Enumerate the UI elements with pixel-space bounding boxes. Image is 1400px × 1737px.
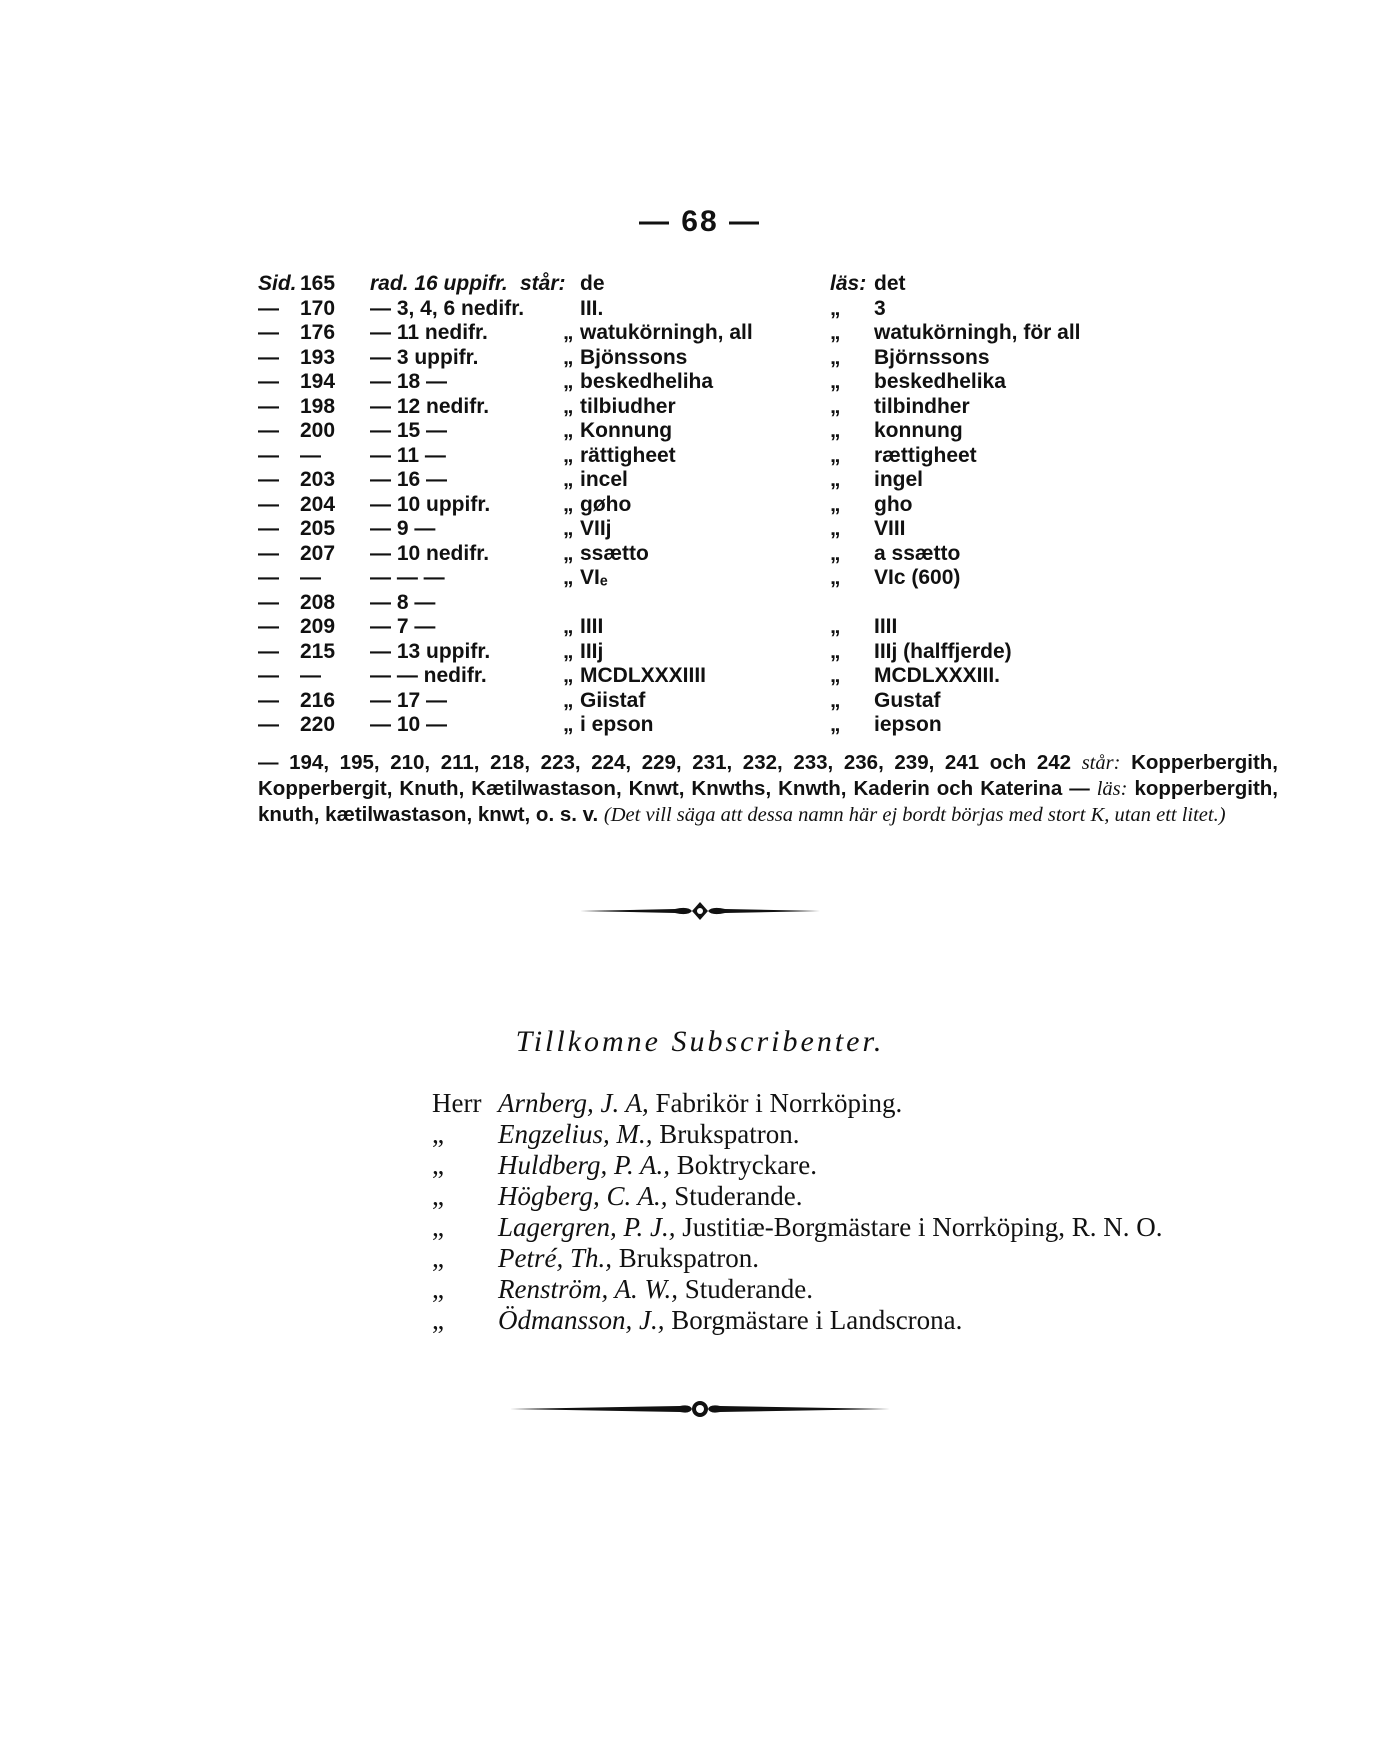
- errata-ditto-mark: „: [563, 468, 574, 491]
- errata-row: [258, 591, 1278, 616]
- errata-read-label: „: [830, 615, 841, 638]
- errata-dash: Sid.: [258, 272, 297, 295]
- subscriber-entry: [498, 1181, 802, 1212]
- subscriber-role: Boktryckare.: [676, 1150, 817, 1180]
- errata-line-ref: — 12 nedifr.: [370, 394, 490, 418]
- errata-ditto-mark: „: [563, 615, 574, 638]
- errata-correct-text: Gustaf: [874, 688, 941, 712]
- errata-page: 205: [300, 517, 336, 540]
- errata-page: 208: [300, 590, 336, 614]
- subscriber-role: Borgmästare i Landscrona.: [671, 1305, 963, 1335]
- subscriber-entry: [498, 1088, 902, 1119]
- subscriber-row: [432, 1181, 1332, 1212]
- errata-page: 216: [300, 688, 336, 712]
- errata-dash: —: [258, 492, 279, 516]
- errata-wrong-text: i epson: [580, 713, 654, 736]
- errata-row: [258, 370, 1278, 395]
- subscriber-row: [432, 1243, 1332, 1274]
- errata-read-label: „: [830, 541, 841, 565]
- errata-ditto-mark: „: [563, 321, 574, 344]
- subscriber-name: Huldberg, P. A.,: [498, 1150, 671, 1180]
- errata-ditto-mark: „: [563, 566, 574, 589]
- errata-line-ref: — 16 —: [370, 468, 448, 491]
- errata-row: [258, 321, 1278, 346]
- section-title: Tillkomne Subscribenter.: [515, 1025, 885, 1058]
- errata-wrong-text: VIIj: [580, 517, 612, 540]
- errata-dash: —: [258, 370, 279, 393]
- errata-wrong-text: VIₑ: [580, 566, 608, 589]
- subscriber-name: Renström, A. W.,: [498, 1274, 679, 1304]
- subscriber-prefix: „: [432, 1212, 444, 1242]
- subscriber-name: Engzelius, M.,: [498, 1119, 653, 1149]
- errata-page: 204: [300, 492, 336, 516]
- subscriber-prefix: Herr: [432, 1088, 482, 1118]
- subscriber-row: [432, 1150, 1332, 1181]
- note-explanation: (Det vill säga att dessa namn här ej bordt börjas med stort K, utan ett litet.): [603, 804, 1226, 826]
- errata-read-label: „: [830, 566, 841, 589]
- subscriber-role: Studerande.: [674, 1181, 803, 1211]
- subscriber-entry: [498, 1212, 1162, 1243]
- errata-ditto-mark: „: [563, 492, 574, 516]
- errata-read-label: „: [830, 664, 841, 687]
- errata-row: [258, 346, 1278, 371]
- errata-ditto-mark: „: [563, 639, 574, 663]
- subscriber-entry: [498, 1243, 759, 1274]
- errata-wrong-text: tilbiudher: [580, 394, 676, 418]
- errata-ditto-mark: „: [563, 664, 574, 687]
- errata-page: 176: [300, 321, 336, 344]
- errata-wrong-text: III.: [580, 296, 604, 320]
- errata-page: 170: [300, 296, 336, 320]
- ornament-divider-bottom: [0, 1397, 1400, 1421]
- errata-correct-text: gho: [874, 492, 913, 516]
- subscriber-entry: [498, 1119, 799, 1150]
- errata-line-ref: — — nedifr.: [370, 664, 487, 687]
- errata-row: [258, 493, 1278, 518]
- errata-ditto-mark: „: [563, 370, 574, 393]
- subscriber-prefix: „: [432, 1150, 444, 1180]
- errata-line-ref: — 10 uppifr.: [370, 492, 491, 516]
- subscriber-row: [432, 1088, 1332, 1119]
- errata-row: [258, 297, 1278, 322]
- errata-dash: —: [258, 296, 279, 320]
- subscriber-name: Petré, Th.,: [498, 1243, 612, 1273]
- errata-dash: —: [258, 615, 279, 638]
- errata-ditto-mark: „: [563, 713, 574, 736]
- errata-page: —: [300, 443, 321, 467]
- errata-wrong-text: ssætto: [580, 541, 649, 565]
- errata-page: 209: [300, 615, 336, 638]
- note-las-label: läs:: [1096, 778, 1128, 800]
- errata-line-ref: — 7 —: [370, 615, 436, 638]
- subscriber-row: [432, 1119, 1332, 1150]
- errata-line-ref: — 18 —: [370, 370, 448, 393]
- errata-wrong-text: gøho: [580, 492, 632, 516]
- errata-read-label: „: [830, 639, 841, 663]
- errata-dash: —: [258, 517, 279, 540]
- page-number: — 68 —: [638, 205, 762, 238]
- errata-correct-text: tilbindher: [874, 394, 970, 418]
- subscriber-list: [432, 1088, 1332, 1336]
- errata-dash: —: [258, 590, 279, 614]
- errata-wrong-text: rättigheet: [580, 443, 676, 467]
- errata-correct-text: rættigheet: [874, 443, 977, 467]
- errata-row: [258, 395, 1278, 420]
- errata-row: [258, 640, 1278, 665]
- subscriber-role: Fabrikör i Norrköping.: [655, 1088, 903, 1118]
- errata-page: 207: [300, 541, 336, 565]
- errata-correct-text: IIIj (halffjerde): [874, 639, 1012, 663]
- ornament-icon: [580, 900, 820, 922]
- note-right: kopperbergith, knuth, kætilwastason, knwt, o. s. v.: [258, 777, 1278, 826]
- errata-page: 200: [300, 419, 336, 442]
- subscriber-entry: [498, 1274, 813, 1305]
- errata-wrong-text: beskedheliha: [580, 370, 714, 393]
- note-lead: — 194, 195, 210, 211, 218, 223, 224, 229, 231, 232, 233, 236, 239, 241 och 242: [258, 751, 1072, 774]
- subscriber-prefix: „: [432, 1243, 444, 1273]
- errata-correct-text: ingel: [874, 468, 924, 491]
- errata-correct-text: 3: [874, 296, 886, 320]
- subscriber-name: Ödmansson, J.,: [498, 1305, 665, 1335]
- subscriber-name: Arnberg, J. A,: [498, 1088, 649, 1118]
- errata-row: [258, 419, 1278, 444]
- errata-correct-text: det: [874, 272, 906, 295]
- errata-dash: —: [258, 566, 279, 589]
- errata-dash: —: [258, 688, 279, 712]
- errata-read-label: „: [830, 468, 841, 491]
- errata-correct-text: MCDLXXXIII.: [874, 664, 1001, 687]
- note-star-label: står:: [1081, 752, 1121, 774]
- errata-read-label: „: [830, 370, 841, 393]
- errata-row: [258, 542, 1278, 567]
- errata-dash: —: [258, 443, 279, 467]
- errata-line-ref: — 10 —: [370, 713, 448, 736]
- errata-dash: —: [258, 664, 279, 687]
- errata-read-label: „: [830, 296, 841, 320]
- errata-line-ref: — 13 uppifr.: [370, 639, 491, 663]
- ornament-divider-top: [0, 900, 1400, 922]
- subscriber-entry: [498, 1305, 962, 1336]
- errata-ditto-mark: „: [563, 419, 574, 442]
- errata-row: [258, 664, 1278, 689]
- errata-read-label: „: [830, 688, 841, 712]
- errata-dash: —: [258, 541, 279, 565]
- errata-page: 193: [300, 345, 336, 369]
- errata-dash: —: [258, 713, 279, 736]
- errata-correct-text: VIc (600): [874, 566, 961, 589]
- errata-page: 194: [300, 370, 336, 393]
- subscriber-role: Studerande.: [684, 1274, 813, 1304]
- errata-ditto-mark: „: [563, 517, 574, 540]
- errata-wrong-text: Konnung: [580, 419, 673, 442]
- errata-note: [258, 750, 1278, 828]
- subscriber-prefix: „: [432, 1305, 444, 1335]
- errata-line-ref: — — —: [370, 566, 445, 589]
- errata-correct-text: konnung: [874, 419, 963, 442]
- errata-read-label: „: [830, 443, 841, 467]
- errata-correct-text: iepson: [874, 713, 942, 736]
- subscriber-role: Justitiæ-Borgmästare i Norrköping, R. N. O.: [682, 1212, 1163, 1242]
- subscriber-name: Högberg, C. A.,: [498, 1181, 668, 1211]
- subscriber-entry: [498, 1150, 817, 1181]
- errata-line-ref: — 8 —: [370, 590, 436, 614]
- errata-table: [258, 272, 1278, 738]
- errata-row: [258, 444, 1278, 469]
- errata-read-label: „: [830, 345, 841, 369]
- errata-dash: —: [258, 345, 279, 369]
- errata-star-label: står:: [520, 272, 566, 295]
- subscriber-prefix: „: [432, 1181, 444, 1211]
- errata-line-ref: — 10 nedifr.: [370, 541, 490, 565]
- errata-read-label: „: [830, 394, 841, 418]
- errata-page: 203: [300, 468, 336, 491]
- errata-page: 215: [300, 639, 336, 663]
- errata-page: —: [300, 566, 321, 589]
- errata-page: 165: [300, 272, 336, 295]
- errata-wrong-text: Bjönssons: [580, 345, 688, 369]
- errata-row: [258, 566, 1278, 591]
- subscriber-prefix: „: [432, 1119, 444, 1149]
- errata-correct-text: a ssætto: [874, 541, 961, 565]
- errata-wrong-text: MCDLXXXIIII: [580, 664, 707, 687]
- errata-page: 220: [300, 713, 336, 736]
- subscriber-row: [432, 1212, 1332, 1243]
- errata-ditto-mark: „: [563, 345, 574, 369]
- errata-row: [258, 272, 1278, 297]
- errata-line-ref: — 11 nedifr.: [370, 321, 488, 344]
- errata-row: [258, 713, 1278, 738]
- errata-read-label: „: [830, 492, 841, 516]
- errata-dash: —: [258, 394, 279, 418]
- errata-correct-text: IIII: [874, 615, 898, 638]
- errata-dash: —: [258, 321, 279, 344]
- errata-row: [258, 517, 1278, 542]
- errata-ditto-mark: „: [563, 541, 574, 565]
- errata-ditto-mark: „: [563, 394, 574, 418]
- errata-wrong-text: incel: [580, 468, 628, 491]
- errata-line-ref: rad. 16 uppifr.: [370, 272, 508, 295]
- errata-wrong-text: watukörningh, all: [580, 321, 753, 344]
- errata-line-ref: — 11 —: [370, 443, 446, 467]
- errata-line-ref: — 17 —: [370, 688, 448, 712]
- errata-correct-text: VIII: [874, 517, 906, 540]
- subscriber-row: [432, 1274, 1332, 1305]
- errata-page: 198: [300, 394, 336, 418]
- errata-read-label: „: [830, 419, 841, 442]
- errata-read-label: „: [830, 517, 841, 540]
- errata-line-ref: — 15 —: [370, 419, 448, 442]
- errata-line-ref: — 9 —: [370, 517, 436, 540]
- errata-row: [258, 615, 1278, 640]
- ornament-icon: [510, 1397, 890, 1421]
- errata-dash: —: [258, 468, 279, 491]
- note-wrong: Kopperbergith, Kopperbergit, Knuth, Kætilwastason, Knwt, Knwths, Knwth, Kaderin och Katerina —: [258, 751, 1278, 800]
- errata-dash: —: [258, 639, 279, 663]
- errata-correct-text: watukörningh, för all: [874, 321, 1081, 344]
- errata-line-ref: — 3, 4, 6 nedifr.: [370, 296, 525, 320]
- subscriber-prefix: „: [432, 1274, 444, 1304]
- errata-wrong-text: IIIj: [580, 639, 604, 663]
- errata-ditto-mark: „: [563, 688, 574, 712]
- errata-dash: —: [258, 419, 279, 442]
- errata-read-label: läs:: [830, 272, 867, 295]
- errata-line-ref: — 3 uppifr.: [370, 345, 479, 369]
- errata-page: —: [300, 664, 321, 687]
- subscriber-name: Lagergren, P. J.,: [498, 1212, 676, 1242]
- errata-wrong-text: de: [580, 272, 605, 295]
- errata-ditto-mark: „: [563, 443, 574, 467]
- errata-row: [258, 468, 1278, 493]
- errata-correct-text: beskedhelika: [874, 370, 1006, 393]
- subscriber-role: Brukspatron.: [618, 1243, 759, 1273]
- subscriber-role: Brukspatron.: [659, 1119, 800, 1149]
- errata-read-label: „: [830, 713, 841, 736]
- errata-wrong-text: IIII: [580, 615, 604, 638]
- errata-wrong-text: Giistaf: [580, 688, 646, 712]
- errata-read-label: „: [830, 321, 841, 344]
- subscriber-row: [432, 1305, 1332, 1336]
- errata-correct-text: Björnssons: [874, 345, 990, 369]
- errata-row: [258, 689, 1278, 714]
